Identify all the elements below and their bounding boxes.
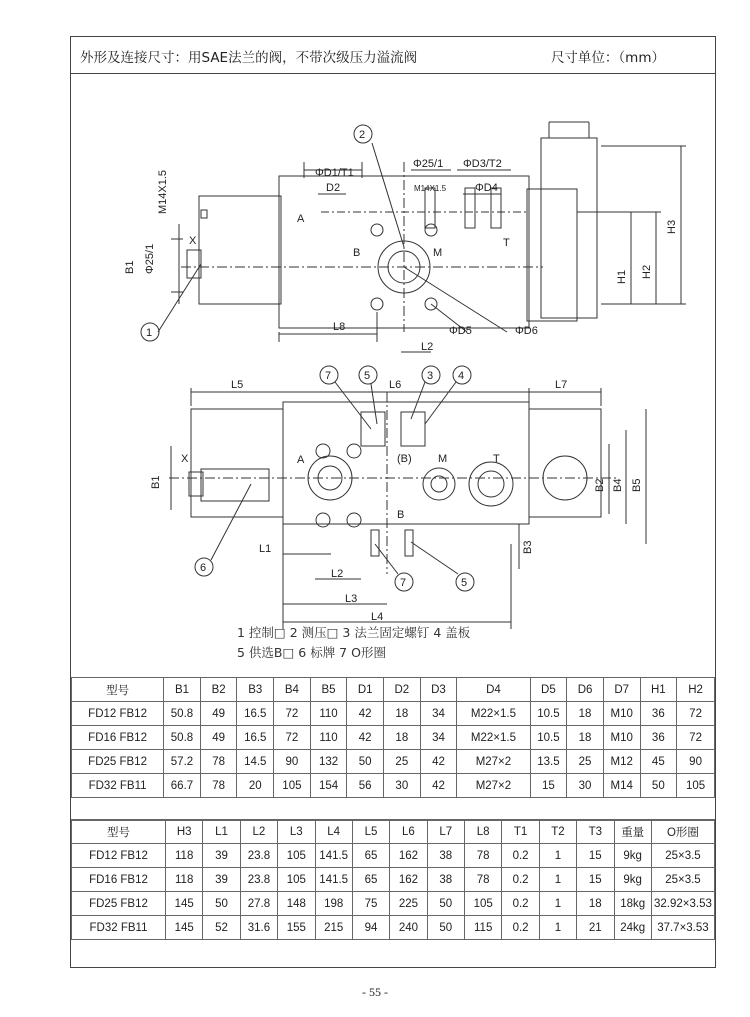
table-cell: M22×1.5 <box>457 726 530 750</box>
port-label: A <box>297 454 305 466</box>
table-spacer <box>71 797 715 821</box>
table-cell: 18 <box>384 726 421 750</box>
header-cell: O形圈 <box>651 820 714 844</box>
table-cell: 25×3.5 <box>651 868 714 892</box>
dim-label: L3 <box>345 593 358 605</box>
table-cell: 155 <box>278 916 315 940</box>
table-cell: 16.5 <box>237 702 274 726</box>
table-cell: 25×3.5 <box>651 844 714 868</box>
table-row <box>72 916 715 940</box>
table-cell: 78 <box>200 774 237 798</box>
port-label: A <box>297 213 305 225</box>
table-row <box>72 750 715 774</box>
dim-label: M14X1.5 <box>414 184 447 193</box>
table-cell: 42 <box>420 750 457 774</box>
table-row <box>72 844 715 868</box>
table-cell: 132 <box>310 750 347 774</box>
spec-table-2 <box>71 819 715 940</box>
dim-label: ΦD4 <box>475 182 498 194</box>
header-cell: D4 <box>457 678 530 702</box>
dim-label: ΦD3/T2 <box>463 158 502 170</box>
legend-line-2: 5 供选B□ 6 标牌 7 O形圈 <box>237 645 386 660</box>
table-cell: 1 <box>539 844 576 868</box>
dim-label: L6 <box>389 379 402 391</box>
table-cell: 39 <box>203 844 240 868</box>
dim-label: B2 <box>594 478 606 492</box>
callout-number: 6 <box>200 562 207 574</box>
table-cell: 50 <box>427 916 464 940</box>
table-cell: FD32 FB11 <box>72 774 164 798</box>
table-cell: 90 <box>677 750 715 774</box>
table-cell: FD16 FB12 <box>72 868 166 892</box>
table-cell: 9kg <box>614 844 651 868</box>
dim-label: H1 <box>616 269 628 284</box>
header-cell: D5 <box>530 678 567 702</box>
table-cell: 31.6 <box>240 916 277 940</box>
header-cell: H2 <box>677 678 715 702</box>
dim-label: L1 <box>259 543 272 555</box>
table-cell: 50 <box>427 892 464 916</box>
dim-label: H3 <box>666 219 678 234</box>
header-cell: H3 <box>166 820 203 844</box>
callout-number: 3 <box>427 370 434 382</box>
dim-label: M14X1.5 <box>157 169 169 214</box>
table-cell: 32.92×3.53 <box>651 892 714 916</box>
header-cell: T3 <box>577 820 614 844</box>
table-cell: 27.8 <box>240 892 277 916</box>
port-label: M <box>438 453 448 465</box>
table-cell: 23.8 <box>240 844 277 868</box>
callout-number: 2 <box>359 129 366 141</box>
port-label: B <box>353 247 361 259</box>
header-cell: 型号 <box>72 820 166 844</box>
table-row <box>72 868 715 892</box>
dim-label: ΦD6 <box>515 325 538 337</box>
table-cell: 145 <box>166 892 203 916</box>
table-cell: 118 <box>166 844 203 868</box>
port-label: B <box>397 509 405 521</box>
table-cell: M10 <box>603 702 640 726</box>
table-cell: 72 <box>274 726 311 750</box>
header-cell: L6 <box>390 820 427 844</box>
technical-drawing <box>71 74 715 676</box>
header-cell: H1 <box>640 678 677 702</box>
table-cell: 50 <box>203 892 240 916</box>
dim-label: L2 <box>421 341 434 353</box>
table-cell: 66.7 <box>164 774 201 798</box>
dim-label: L4 <box>371 611 384 623</box>
table-cell: 23.8 <box>240 868 277 892</box>
header-cell: 型号 <box>72 678 164 702</box>
dim-label: L5 <box>231 379 244 391</box>
table-cell: 14.5 <box>237 750 274 774</box>
header-cell: D1 <box>347 678 384 702</box>
table-cell: 20 <box>237 774 274 798</box>
table-cell: 37.7×3.53 <box>651 916 714 940</box>
header-cell: T2 <box>539 820 576 844</box>
table-cell: 18 <box>577 892 614 916</box>
port-label: M <box>433 247 443 259</box>
front-view <box>169 366 646 629</box>
dim-label: H2 <box>641 264 653 279</box>
table-cell: 198 <box>315 892 352 916</box>
header-cell: D7 <box>603 678 640 702</box>
header-cell: B4 <box>274 678 311 702</box>
unit-label: 尺寸单位：（mm） <box>550 50 665 66</box>
table-cell: 36 <box>640 726 677 750</box>
header-cell: 重量 <box>614 820 651 844</box>
header-cell: T1 <box>502 820 539 844</box>
table-cell: M27×2 <box>457 750 530 774</box>
table-cell: 1 <box>539 892 576 916</box>
table-row <box>72 774 715 798</box>
table-cell: M22×1.5 <box>457 702 530 726</box>
table-cell: 21 <box>577 916 614 940</box>
table-cell: FD25 FB12 <box>72 892 166 916</box>
table-cell: 25 <box>567 750 604 774</box>
table-cell: 78 <box>465 868 502 892</box>
table-cell: 148 <box>278 892 315 916</box>
port-label: T <box>493 453 500 465</box>
header-cell: L3 <box>278 820 315 844</box>
port-label: (B) <box>397 453 412 465</box>
table-cell: 110 <box>310 702 347 726</box>
table-cell: 18 <box>567 702 604 726</box>
table-cell: 42 <box>347 726 384 750</box>
header-cell: L7 <box>427 820 464 844</box>
table-cell: 42 <box>420 774 457 798</box>
header-cell: L1 <box>203 820 240 844</box>
table-cell: 215 <box>315 916 352 940</box>
table-cell: 38 <box>427 844 464 868</box>
callout-number: 4 <box>458 370 465 382</box>
callout-number: 7 <box>325 370 332 382</box>
table-cell: 18 <box>384 702 421 726</box>
table-cell: 94 <box>352 916 389 940</box>
top-view <box>141 122 686 352</box>
table-cell: 115 <box>465 916 502 940</box>
dim-label: L2 <box>331 568 344 580</box>
header-cell: L5 <box>352 820 389 844</box>
callout-number: 5 <box>461 577 468 589</box>
dim-label: Φ25/1 <box>144 243 156 274</box>
table-cell: 0.2 <box>502 916 539 940</box>
table-cell: 0.2 <box>502 844 539 868</box>
table-cell: 105 <box>677 774 715 798</box>
dim-label: L8 <box>333 321 346 333</box>
table-cell: 118 <box>166 868 203 892</box>
header-cell: L2 <box>240 820 277 844</box>
table-cell: M10 <box>603 726 640 750</box>
table-cell: 49 <box>200 702 237 726</box>
table-cell: 240 <box>390 916 427 940</box>
table-cell: 105 <box>274 774 311 798</box>
table-row <box>72 892 715 916</box>
dim-label: B3 <box>522 540 534 554</box>
header-cell: L8 <box>465 820 502 844</box>
table-cell: 105 <box>278 844 315 868</box>
table-cell: 10.5 <box>530 702 567 726</box>
table-header-row <box>72 678 715 702</box>
table-cell: FD12 FB12 <box>72 844 166 868</box>
table-cell: 13.5 <box>530 750 567 774</box>
page-frame <box>70 36 716 968</box>
table-cell: 141.5 <box>315 844 352 868</box>
header-cell: B1 <box>164 678 201 702</box>
header-bar <box>71 37 715 74</box>
callout-number: 7 <box>400 577 407 589</box>
table-cell: M14 <box>603 774 640 798</box>
header-cell: D6 <box>567 678 604 702</box>
table-row <box>72 702 715 726</box>
table-cell: 154 <box>310 774 347 798</box>
header-cell: L4 <box>315 820 352 844</box>
table-cell: 65 <box>352 844 389 868</box>
table-cell: 49 <box>200 726 237 750</box>
table-cell: 15 <box>577 868 614 892</box>
table-cell: 0.2 <box>502 868 539 892</box>
header-cell: D2 <box>384 678 421 702</box>
table-cell: 50.8 <box>164 702 201 726</box>
callout-number: 5 <box>364 370 371 382</box>
table-cell: FD25 FB12 <box>72 750 164 774</box>
table-row <box>72 726 715 750</box>
table-cell: 38 <box>427 868 464 892</box>
table-cell: 50 <box>640 774 677 798</box>
table-cell: 57.2 <box>164 750 201 774</box>
table-cell: 24kg <box>614 916 651 940</box>
legend-line-1: 1 控制□ 2 测压□ 3 法兰固定螺钉 4 盖板 <box>237 625 471 640</box>
table-cell: 225 <box>390 892 427 916</box>
table-cell: 18kg <box>614 892 651 916</box>
table-cell: 145 <box>166 916 203 940</box>
header-cell: B3 <box>237 678 274 702</box>
table-cell: 72 <box>677 702 715 726</box>
table-cell: 90 <box>274 750 311 774</box>
dim-label: B1 <box>124 260 136 274</box>
table-cell: 30 <box>567 774 604 798</box>
table-cell: M27×2 <box>457 774 530 798</box>
table-cell: M12 <box>603 750 640 774</box>
table-cell: 52 <box>203 916 240 940</box>
header-cell: D3 <box>420 678 457 702</box>
table-cell: 1 <box>539 868 576 892</box>
table-cell: 72 <box>677 726 715 750</box>
table-cell: 16.5 <box>237 726 274 750</box>
table-cell: 0.2 <box>502 892 539 916</box>
port-label: T <box>503 237 510 249</box>
dim-label: B1 <box>150 475 162 489</box>
table-cell: 162 <box>390 844 427 868</box>
table-cell: FD16 FB12 <box>72 726 164 750</box>
table-cell: 78 <box>200 750 237 774</box>
table-cell: FD12 FB12 <box>72 702 164 726</box>
table-cell: 50.8 <box>164 726 201 750</box>
table-cell: 78 <box>465 844 502 868</box>
table-cell: 30 <box>384 774 421 798</box>
table-cell: FD32 FB11 <box>72 916 166 940</box>
header-cell: B5 <box>310 678 347 702</box>
table-cell: 10.5 <box>530 726 567 750</box>
dim-label: B4 <box>612 478 624 492</box>
table-cell: 65 <box>352 868 389 892</box>
table-cell: 56 <box>347 774 384 798</box>
table-cell: 1 <box>539 916 576 940</box>
table-cell: 39 <box>203 868 240 892</box>
spec-table-1 <box>71 677 715 798</box>
dim-label: L7 <box>555 379 568 391</box>
table-cell: 18 <box>567 726 604 750</box>
table-cell: 42 <box>347 702 384 726</box>
dim-label: X <box>181 453 189 465</box>
table-cell: 34 <box>420 702 457 726</box>
dim-label: ΦD5 <box>449 325 472 337</box>
table-header-row <box>72 820 715 844</box>
table-cell: 9kg <box>614 868 651 892</box>
dim-label: D2 <box>326 182 341 194</box>
dim-label: B5 <box>631 478 643 492</box>
table-cell: 50 <box>347 750 384 774</box>
table-cell: 75 <box>352 892 389 916</box>
table-cell: 15 <box>530 774 567 798</box>
page-number: - 55 - <box>362 985 388 999</box>
table-cell: 25 <box>384 750 421 774</box>
dim-label: X <box>189 235 197 247</box>
table-cell: 162 <box>390 868 427 892</box>
table-cell: 36 <box>640 702 677 726</box>
callout-number: 1 <box>146 327 153 339</box>
page-title: 外形及连接尺寸：用SAE法兰的阀，不带次级压力溢流阀 <box>80 50 418 66</box>
table-cell: 15 <box>577 844 614 868</box>
header-cell: B2 <box>200 678 237 702</box>
table-cell: 34 <box>420 726 457 750</box>
table-cell: 45 <box>640 750 677 774</box>
table-cell: 141.5 <box>315 868 352 892</box>
table-cell: 72 <box>274 702 311 726</box>
dim-label: ΦD1/T1 <box>315 167 354 179</box>
table-cell: 110 <box>310 726 347 750</box>
table-cell: 105 <box>465 892 502 916</box>
dim-label: Φ25/1 <box>413 158 444 170</box>
table-cell: 105 <box>278 868 315 892</box>
